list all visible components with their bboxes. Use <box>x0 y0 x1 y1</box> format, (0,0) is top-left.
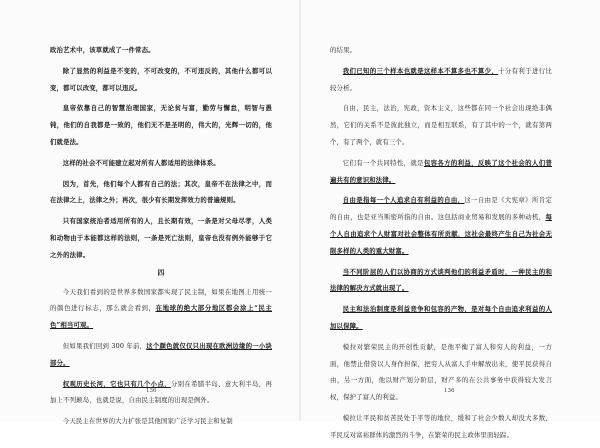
emphasis-text: 每个人自由追求个人财富对社会整体有所贡献，这社会最终产生自己为社会无限多样的人类的重大财富。 <box>330 213 552 255</box>
paragraph: 我们已知的三个样本也就是这样本不算多也不算少，十分有利于进行比较分析。 <box>330 66 552 92</box>
emphasis-text: 自由是指每一个人追求自有利益的自由， <box>342 196 465 205</box>
paragraph: 模拉让平民和贫苦民处于平等的地位，缓和了社会少数人却没大多数，平民反对富裕群体的激烈的斗争，在繁荣的民主政体里面轻踪。 <box>330 413 552 439</box>
paragraph: 的结果。 <box>330 46 357 54</box>
emphasis-text: 在地球的绝大部分地区都会涂上“民主色”相当可观。 <box>50 304 273 330</box>
emphasis-text: 我们已知的三个样本也就是这样本不算多也不算少， <box>342 66 499 75</box>
paragraph: 权观历史长河，它也只有几个小点，分别在希腊半岛、意大利半岛，再加上不列颠岛，也就是说，自由民主制度的出现是例外。 <box>50 379 273 405</box>
paragraph: 只有国家统治者适用所有的人，且长期有效，一条是对父母尽孝，人类和动物由于本能都这样的法则，一条是死亡法则，皇帝也没有例外能够于它之外的法律。 <box>50 217 272 259</box>
paragraph: 今天民主在世界的大力扩张是其他国家广泛学习民主和复制 <box>62 417 233 426</box>
paragraph: 自由是指每一个人追求自有利益的自由，这一自由是《大宪章》所肯定的自由，也是亚当斯密所指的自由。这包括商业贸易和发展的多种动机，每个人自由追求个人财富对社会整体有所贡献，这社会最终产生自己为社会无限多样的人类的重大财富。 <box>330 196 552 255</box>
page-number: 136 <box>444 388 455 394</box>
paragraph: 因为，首先，他们每个人都有自己的法；其次，皇帝不在法律之中，而在法律之上，法律之外；再次，很少有长期发挥效力的普遍规则。 <box>50 179 272 205</box>
chapter-number: 四 <box>157 267 165 277</box>
emphasis-text: 包容各方的利益，反映了这个社会的人们普遍共有的意识和法律。 <box>330 158 552 184</box>
paragraph: 自由，民主，法治，宪政，资本主义，这些都在同一个社会出现绝非偶然，它们的关系不是彼此独立，而是相互联系，有了其中的一个，就有第两个，有了两个，就有三个。 <box>330 104 552 146</box>
paragraph: 政治艺术中，该草就成了一件常态。 <box>50 46 155 54</box>
emphasis-text: 当不同阶层的人们以协商的方式谈判他们的利益矛盾时，一种民主的和法律的解决方式就出现了。 <box>330 267 552 293</box>
paragraph: 这样的社会不可能建立起对所有人都适用的法律体系。 <box>62 158 220 167</box>
paragraph <box>330 264 552 298</box>
left-page <box>50 42 272 434</box>
page-number: 136 <box>146 388 157 394</box>
emphasis-text: 权观历史长河，它也只有几个小点， <box>62 379 171 388</box>
emphasis-text: 这个颜色就仅仅只出现在欧洲边缘的一小块部分。 <box>50 341 272 367</box>
paragraph: 模拉对繁荣民主的开创性贡献，是他平衡了富人和穷人的利益，一方面，他禁止借贷以人身作担保，把穷人从富人手中解放出来，使平民获得自由，另一方面，他以财产划分阶层，财产多的在公共事务中获得较大发言权，保护了富人的利益。 <box>330 342 552 402</box>
paragraph: 除了显然的利益是不变的，不可改变的，不可违反的，其他什么都可以变，都可以改变，都可以违反。 <box>50 66 272 92</box>
paragraph: 它们有一个共同特性，就是包容各方的利益，反映了这个社会的人们普遍共有的意识和法律。 <box>330 158 552 184</box>
paragraph <box>330 301 552 335</box>
paragraph: 皇帝依靠自己的智慧治理国家，无论贫与富，勤劳与懈怠，明智与愚钝，他们的自我都是一致的，他们无不是圣明的，伟大的，光辉一切的，他们就是法。 <box>50 104 272 146</box>
paragraph: 但如果我们回到 300 年前，这个颜色就仅仅只出现在欧洲边缘的一小块部分。 <box>50 341 272 367</box>
page-gutter <box>299 0 301 421</box>
emphasis-text: 民主和法治制度是利益竞争和包容的产物，是对每个自由追求利益的人加以保障。 <box>330 305 552 330</box>
right-page <box>330 42 552 448</box>
paragraph: 今天我们看到的是世界多数国家都实现了民主制，如果在地图上用统一的颜色进行标志，那么就会看到，在地球的绝大部分地区都会涂上“民主色”相当可观。 <box>50 287 273 330</box>
